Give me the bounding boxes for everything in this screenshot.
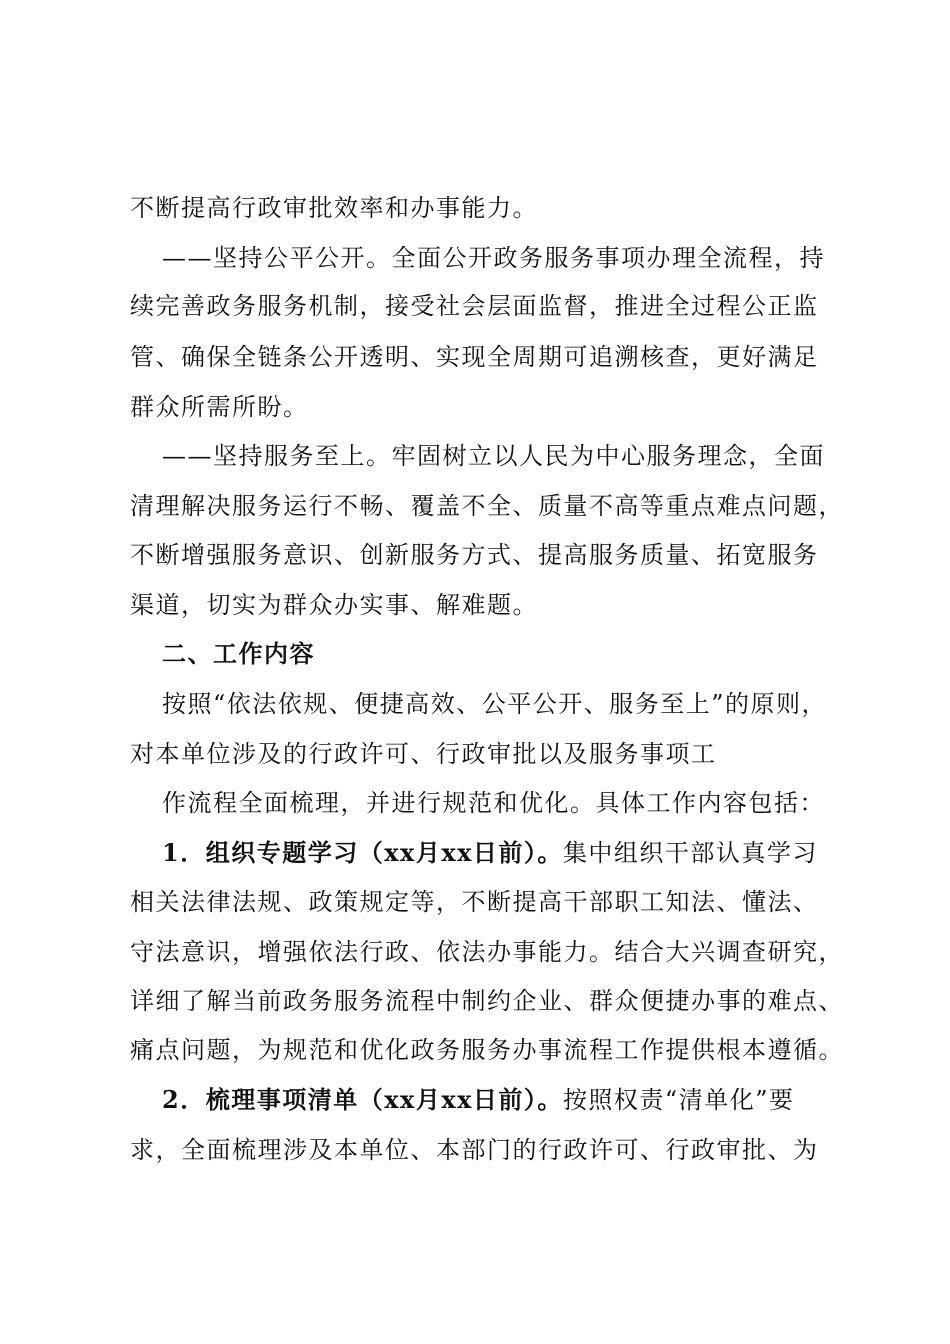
item-heading: 1．组织专题学习（xx月xx日前）。 [162,838,563,867]
body-text-line: 详细了解当前政务服务流程中制约企业、群众便捷办事的难点、 [130,987,844,1015]
body-text-line: 求，全面梳理涉及本单位、本部门的行政许可、行政审批、为 [130,1136,819,1164]
body-text-line: 渠道，切实为群众办实事、解难题。 [130,591,538,619]
body-text-line: 对本单位涉及的行政许可、行政审批以及服务事项工 [130,740,717,768]
item-heading: 2．梳理事项清单（xx月xx日前）。 [162,1085,563,1114]
item-line [162,1085,794,1115]
body-text-line: 不断提高行政审批效率和办事能力。 [130,194,538,222]
body-text-line: ——坚持服务至上。牢固树立以人民为中心服务理念，全面 [162,442,825,470]
body-text-line: 清理解决服务运行不畅、覆盖不全、质量不高等重点难点问题， [130,492,844,520]
item-text: 集中组织干部认真学习 [562,839,818,867]
body-text-line: 守法意识，增强依法行政、依法办事能力。结合大兴调查研究， [130,938,844,966]
body-text-line: 管、确保全链条公开透明、实现全周期可追溯核查，更好满足 [130,343,819,371]
section-heading: 二、工作内容 [162,639,315,668]
body-text-line: 按照“依法依规、便捷高效、公平公开、服务至上”的原则， [162,690,828,718]
body-text-line: 不断增强服务意识、创新服务方式、提高服务质量、拓宽服务 [130,541,819,569]
body-text-line: 相关法律法规、政策规定等，不断提高干部职工知法、懂法、 [130,888,819,916]
body-text-line: 痛点问题，为规范和优化政务服务办事流程工作提供根本遵循。 [130,1036,844,1064]
body-text-line: ——坚持公平公开。全面公开政务服务事项办理全流程，持 [162,244,825,272]
item-line [162,838,818,868]
body-text-line: 作流程全面梳理，并进行规范和优化。具体工作内容包括： [162,789,825,817]
body-text-line: 群众所需所盼。 [130,393,309,421]
item-text: 按照权责“清单化”要 [562,1086,795,1114]
body-text-line: 续完善政务服务机制，接受社会层面监督，推进全过程公正监 [130,292,819,320]
